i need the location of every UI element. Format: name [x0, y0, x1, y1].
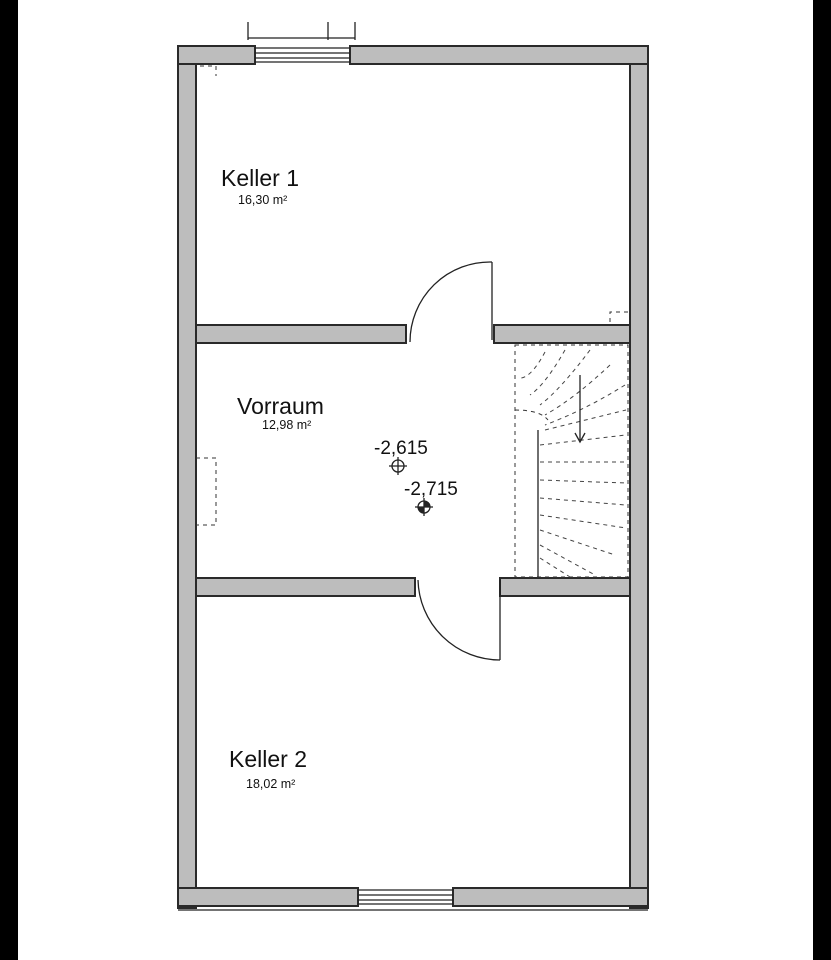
wall-south-right: [453, 888, 648, 906]
niche-vorraum-west: [196, 458, 216, 525]
level-lower: -2,715: [404, 479, 458, 500]
room-name-vorraum: Vorraum: [237, 393, 324, 419]
wall-keller1-south-left: [196, 325, 406, 343]
room-area-vorraum: 12,98 m²: [262, 418, 312, 432]
level-upper: -2,615: [374, 438, 428, 459]
staircase: [515, 345, 628, 577]
door-keller-1: [410, 262, 492, 342]
room-name-keller-1: Keller 1: [221, 165, 299, 191]
wall-keller2-north-right: [500, 578, 630, 596]
level-marker-upper: [389, 457, 407, 475]
window-north: [248, 22, 355, 62]
level-marker-lower: [415, 498, 433, 516]
wall-south-left: [178, 888, 358, 906]
room-area-keller-1: 16,30 m²: [238, 193, 288, 207]
door-keller-2: [418, 580, 500, 660]
room-name-keller-2: Keller 2: [229, 746, 307, 772]
interior-walls: [196, 325, 630, 596]
wall-keller1-south-right: [494, 325, 630, 343]
wall-north-right: [350, 46, 648, 64]
wall-north-left: [178, 46, 255, 64]
wall-west: [178, 46, 196, 908]
wall-keller2-north-left: [196, 578, 415, 596]
wall-east: [630, 46, 648, 908]
room-area-keller-2: 18,02 m²: [246, 777, 296, 791]
